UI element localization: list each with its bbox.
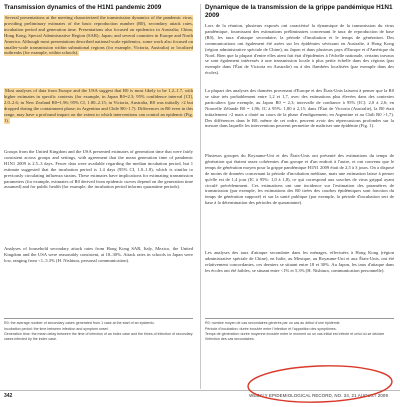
french-paragraph-r0: La plupart des analyses des données provenant d'Europe et des États-Unis laissent à penser que la R0 se situe très probablement entre 1,2 et 1,7, avec des estimations plus élevées dans des contextes particuliers (par exemple, au Japon R0 = 2,3; intervalle de confiance à 95% [IC]: 2,0 à 2,6; en Nouvelle Zélande R0 = 1,96; IC à 95%: 1,80 à 2,15; dans l'État de Victoria (Australie), la R0 était initialement >2 mais a chuté au cours de la phase d'endiguement; en Argentine et au Chili R0 >1,7). Des différences dans le R0, même de cet ordre, peuvent avoir des répercussions profondes sur la mesure dans laquelle les interventions peuvent permettre de maîtriser une épidémie (Fig. 1). (205, 88, 394, 129)
english-paragraph-generation-time: Groups from the United Kingdom and the USA presented estimates of generation time that were fairly consistent across groups and settings, with agreement that the mean generation time of pandemic H1N1 2009 is 2.5–3 days. Fewer data were available regarding the median incubation period, but 1 estimate suggested that the incubation period is 1.4 days (95% CI, 1.0–1.8), which is similar to previously circulating influenza strains. These estimates have implications for estimating transmission parameters (for example, estimates of R0 derived from epidemic curves depend on the generation time assumed) and for public health (for example, the incubation period informs quarantine periods). (4, 149, 193, 190)
french-column (205, 4, 394, 295)
page-footer (0, 390, 400, 403)
english-title: Transmission dynamics of the H1N1 pandemic 2009 (4, 4, 162, 11)
french-paragraph-intro: Lors de la réunion, plusieurs exposés ont caractérisé la dynamique de la transmission du virus pandémique, fournissant des estimations préliminaires concernant le taux de reproduction de base (R0), les taux d'attaque secondaire, la période d'incubation et le temps de génération. Des communications ont également été axées sur les épidémies sévissant en Australie, à Hong Kong (région administrative spéciale de Chine), au Japon et dans plusieurs pays d'Europe et d'Amérique du Nord. Bien que la plupart d'entre elles aient fait état d'épidémies à l'échelle nationale, certains travaux se sont également intéressés à une transmission locale à plus petite échelle dans des régions (par exemple dans l'État de Victoria en Australie) ou à des flambées localisées (par exemple dans des écoles). (205, 23, 394, 76)
footnote-generation-time: Temps de génération: durée moyenne écoulée entre le moment où un cas initial est infecté et celui où se déclare l'infection des cas secondaires. (205, 332, 385, 341)
journal-citation: WEEKLY EPIDEMIOLOGICAL RECORD, NO. 34, 21 AUGUST 2009 (249, 393, 388, 398)
english-paragraph-intro (4, 15, 193, 85)
footnote-incubation: Période d'incubation: durée écoulée entre l'infection et l'apparition des symptômes. (205, 326, 337, 331)
footnote-r0: R0: the average number of secondary cases generated from 1 case at the start of an epidemic. (4, 321, 156, 325)
footnote-r0: R0: nombre moyen de cas secondaires générés par un cas au début d'une épidémie. (205, 321, 341, 325)
french-title: Dynamique de la transmission de la grippe pandémique H1N1 2009 (205, 4, 393, 19)
column-divider (200, 4, 201, 389)
footnote-incubation: Incubation period: the time between infection and symptom onset. (4, 326, 109, 331)
highlighted-text: Most analyses of data from Europe and the USA suggest that R0 is most likely to be 1.2–1.7, with higher estimates in specific contexts (for example, in Japan R0=2.3; 95% confidence interval [CI], 2.0–2.6; in New Zealand R0=1.96; 95% CI, 1.80–2.15; in Victoria, Australia, R0 was initially >2 but dropped during the containment phase; in Argentina and Chile R0>1.7). Differences in R0 even in this range, may have a profound impact on the extent to which interventions can control an epidemic (Fig. 1). (4, 88, 193, 123)
french-footnotes (205, 318, 394, 342)
footnote-generation-time: Generation time: the mean delay between the time of infection of an index case and the times of infection of secondary cases infected by the index case. (4, 332, 193, 341)
english-paragraph-attack-rates: Analyses of household secondary attack rates from Hong Kong SAR, Italy, Mexico, the United Kingdom and the USA were reasonably consistent, at 18–30%. Attack rates in schools in Japan were low, ranging from <1–5.3% (H. Nishiura, personal communication). (4, 246, 193, 263)
french-paragraph-attack-rates: Les analyses des taux d'attaque secondaire dans les ménages, effectuées à Hong Kong (région administrative spéciale de Chine), en Italie, au Mexique, au Royaume-Uni et aux États-Unis, ont été relativement concordantes, ces derniers se situant entre 18 et 30%. Au Japon, les taux d'attaque dans les écoles ont été faibles, se situant entre <1% et 5,3% (H. Nishiura, communication personnelle). (205, 250, 394, 273)
french-paragraph-generation-time: Plusieurs groupes du Royaume-Uni et des États-Unis ont présenté des estimations du temps de génération qui étaient assez cohérentes d'un groupe et d'un endroit à l'autre, et ont convenu que le temps de génération moyen pour la grippe pandémique H1N1 2009 était de 2,5 à 3 jours. On a disposé de moins de données concernant la période d'incubation médiane, mais une estimation laisse à penser qu'elle est de 1,4 jour (IC à 95%: 1,0 à 1,8), ce qui correspond aux souches de virus grippal ayant circulé précédemment. Ces estimations ont une incidence sur l'estimation des paramètres de transmission (par exemple, les estimations des R0 tirées des courbes épidémiques sont fonction du temps de génération supposé) et sur la santé publique (par exemple, la période d'incubation sert de base à la détermination des périodes de quarantaine). (205, 153, 394, 206)
highlighted-text: Several presentations at the meeting characterized the transmission dynamics of the pandemic virus, providing preliminary estimates of the basic reproduction number (R0), secondary attack rates, incubation period and generation time. Presentations also focused on epidemics in Australia; China, Hong Kong, Special Administrative Region (SAR); Japan; and several countries in Europe and North America. Although most presentations described national-scale epidemics, some work also focused on smaller-scale transmission within subnational regions (for example, Victoria, Australia) or localized outbreaks (for example, within schools). (4, 15, 193, 56)
page-number: 342 (4, 393, 13, 399)
english-column (4, 4, 193, 285)
english-paragraph-r0 (4, 88, 193, 146)
english-footnotes (4, 318, 193, 342)
